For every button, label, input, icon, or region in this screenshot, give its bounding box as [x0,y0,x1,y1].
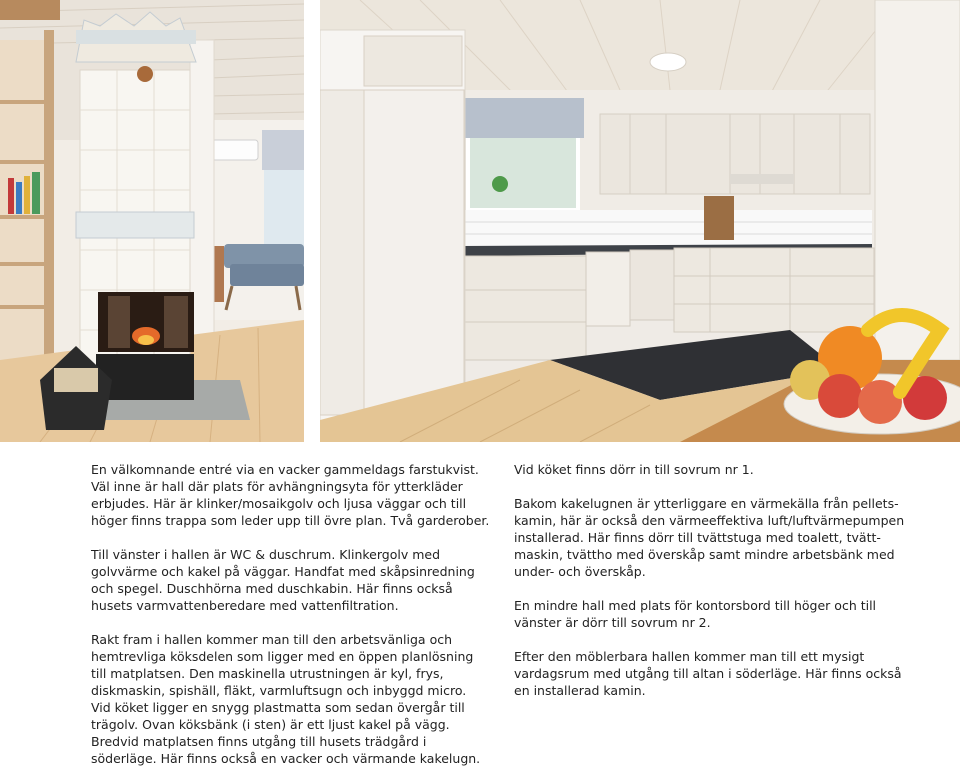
paragraph-heating-laundry: Bakom kakelugnen är ytterliggare en värmekälla från pellets- kamin, här är också den värmeeffektiva luft/luftvärmepumpen installerad. Här finns dörr till tvättstuga med toalett, tvätt- maskin, tvättho med överskåp samt mindre arbetsbänk med under- och överskåp. [514,496,905,579]
paragraph-small-hall: En mindre hall med plats för kontorsbord till höger och till vänster är dörr till sovrum nr 2. [514,598,877,630]
right-text-column [514,461,914,716]
left-text-column [91,461,496,784]
paragraph-living-room: Efter den möblerbara hallen kommer man till ett mysigt vardagsrum med utgång till altan i söderläge. Här finns också en installerad kamin. [514,649,902,698]
living-room-tiled-stove-photo-icon [0,0,304,442]
paragraph-entrance: En välkomnande entré via en vacker gammeldags farstukvist. Väl inne är hall där plats för avhängningsyta för ytterkläder erbjudes. Här är klinker/mosaikgolv och ljusa väggar och till höger finns trappa som leder upp till övre plan. Två garderober. [91,462,490,528]
living-room-photo [0,0,304,442]
paragraph-wc-shower: Till vänster i hallen är WC & duschrum. Klinkergolv med golvvärme och kakel på väggar. Handfat med skåpsinredning och spegel. Duschhörna med duschkabin. Här finns också husets varmvattenberedare med vattenfiltration. [91,547,475,613]
paragraph-kitchen: Rakt fram i hallen kommer man till den arbetsvänliga och hemtrevliga köksdelen som ligger med en öppen planlösning till matplatsen. Den maskinella utrustningen är kyl, frys, diskmaskin, spishäll, fläkt, varmluftsugn och inbyggd micro. Vid köket ligger en snygg plastmatta som sedan övergår till trägolv. Ovan köksbänk (i sten) är ett ljust kakel på vägg. Bredvid matplatsen finns utgång till husets trädgård i söderläge. Här finns också en vacker och värmande kakelugn. [91,632,481,766]
kitchen-photo [320,0,960,442]
paragraph-bedroom-1: Vid köket finns dörr in till sovrum nr 1. [514,462,754,477]
kitchen-photo-icon [320,0,960,442]
